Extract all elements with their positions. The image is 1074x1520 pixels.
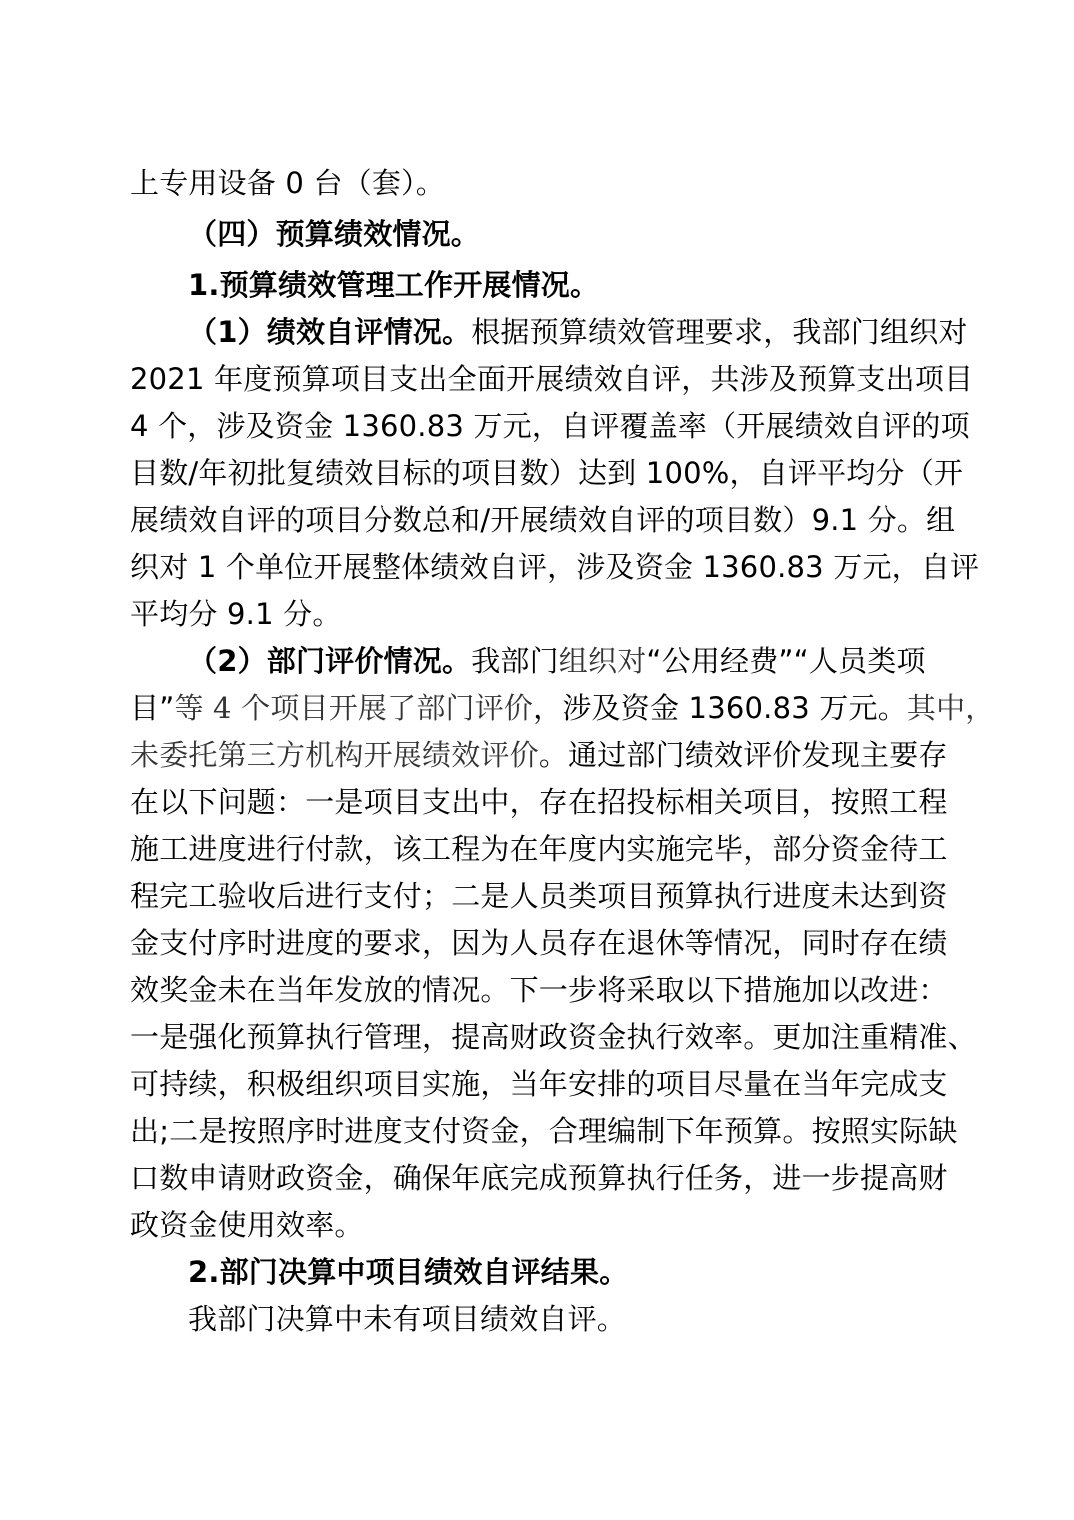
paragraph-line [130, 453, 964, 493]
paragraph-line [130, 782, 960, 822]
paragraph-line [130, 1205, 960, 1245]
paragraph-line [130, 1111, 960, 1151]
line-text: ，涉及资金 1360.83 万元。 [533, 691, 907, 725]
line-text: 织对 1 个单位开展整体绩效自评，涉及资金 1360.83 万元，自评 [130, 550, 980, 584]
paragraph-line [130, 829, 960, 869]
run-in-heading: （1）绩效自评情况。 [188, 315, 472, 349]
subsection-heading [188, 265, 1018, 305]
line-text: 上专用设备 0 台（套）。 [130, 166, 445, 200]
line-text-serif: 其中， [906, 691, 995, 725]
paragraph-line [130, 1017, 977, 1057]
line-text: 展绩效自评的项目分数总和/开展绩效自评的项目数）9.1 分。组 [130, 503, 956, 537]
run-in-heading: （2）部门评价情况。 [188, 644, 472, 678]
line-text: 口数申请财政资金，确保年底完成预算执行任务，进一步提高财 [130, 1161, 948, 1195]
paragraph-line [130, 688, 995, 728]
line-text: 可持续，积极组织项目实施，当年安排的项目尽量在当年完成支 [130, 1067, 948, 1101]
paragraph-line [130, 547, 980, 587]
paragraph-line [188, 641, 1018, 681]
line-text-serif: 未委托第三方机构开展绩效评价 [130, 738, 539, 772]
paragraph-line [130, 359, 974, 399]
line-text: 我部门 [471, 644, 559, 678]
line-text: 我部门决算中未有项目绩效自评。 [188, 1302, 627, 1336]
paragraph-line [188, 312, 1018, 352]
line-text: 施工进度进行付款，该工程为在年度内实施完毕，部分资金待工 [130, 832, 948, 866]
line-text: 金支付序时进度的要求，因为人员存在退休等情况，同时存在绩 [130, 926, 948, 960]
paragraph-line [130, 923, 960, 963]
line-text: “公用经费”“人员类项 [646, 644, 926, 678]
section-heading [188, 214, 1018, 254]
line-text: 平均分 9.1 分。 [130, 597, 342, 631]
line-text: 效奖金未在当年发放的情况。下一步将采取以下措施加以改进： [130, 973, 948, 1007]
line-text: 出;二是按照序时进度支付资金，合理编制下年预算。按照实际缺 [130, 1114, 958, 1148]
heading-text: 2.部门决算中项目绩效自评结果。 [188, 1255, 629, 1289]
line-text: 2021 年度预算项目支出全面开展绩效自评，共涉及预算支出项目 [130, 362, 974, 396]
paragraph-line [130, 970, 960, 1010]
line-text: 政资金使用效率。 [130, 1208, 364, 1242]
heading-text: 1.预算绩效管理工作开展情况。 [188, 268, 600, 302]
paragraph-line [130, 163, 960, 203]
paragraph-line [130, 735, 960, 775]
line-text: 根据预算绩效管理要求，我部门组织对 [471, 315, 968, 349]
paragraph-line [130, 594, 960, 634]
paragraph-line [130, 876, 960, 916]
paragraph-line [130, 1064, 960, 1104]
paragraph-line [188, 1299, 1018, 1339]
line-text: 4 个，涉及资金 1360.83 万元，自评覆盖率（开展绩效自评的项 [130, 409, 970, 443]
paragraph-line [130, 500, 960, 540]
line-text: 目数/年初批复绩效目标的项目数）达到 100%，自评平均分（开 [130, 456, 964, 490]
line-text: 程完工验收后进行支付；二是人员类项目预算执行进度未达到资 [130, 879, 948, 913]
heading-text: （四）预算绩效情况。 [188, 217, 481, 251]
line-text: 目” [130, 691, 175, 725]
paragraph-line [130, 406, 970, 446]
line-text-serif: 组织对 [558, 644, 647, 678]
line-text: 一是强化预算执行管理，提高财政资金执行效率。更加注重精准、 [130, 1020, 977, 1054]
subsection-heading [188, 1252, 1018, 1292]
line-text-serif: 等 4 个项目开展了部门评价 [174, 691, 534, 725]
paragraph-line [130, 1158, 960, 1198]
line-text: 。通过部门绩效评价发现主要存 [538, 738, 948, 772]
line-text: 在以下问题：一是项目支出中，存在招投标相关项目，按照工程 [130, 785, 948, 819]
